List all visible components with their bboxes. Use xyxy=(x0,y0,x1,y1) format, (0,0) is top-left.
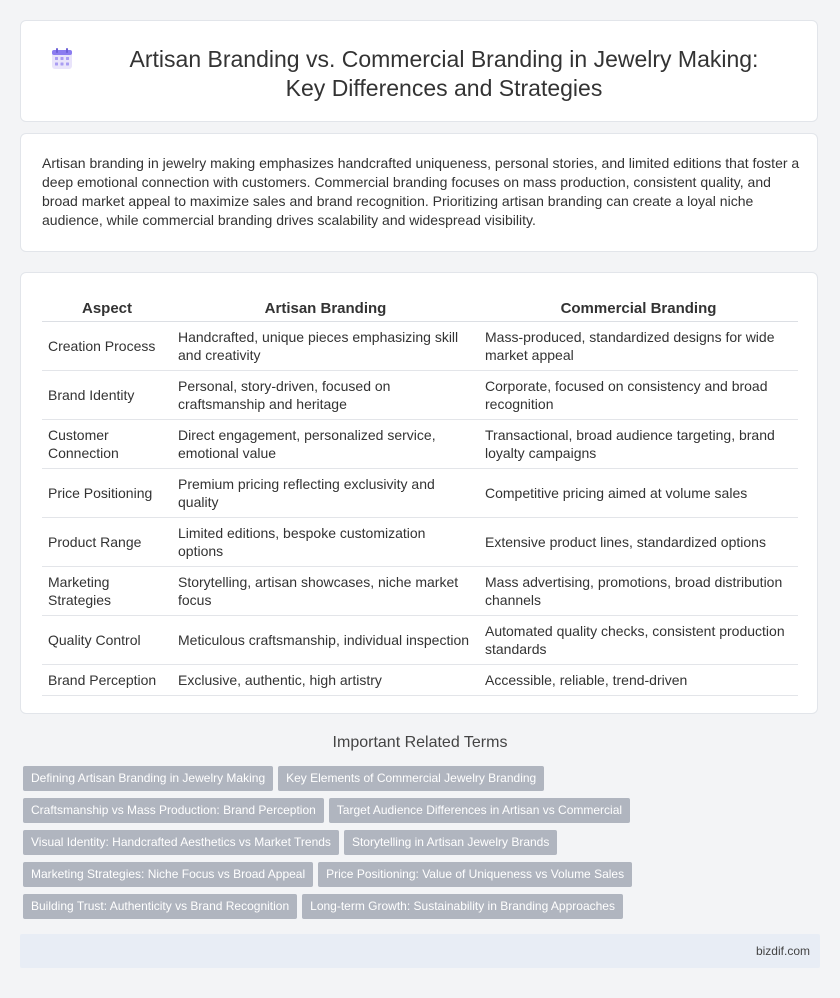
commercial-cell: Extensive product lines, standardized options xyxy=(479,518,798,567)
commercial-cell: Corporate, focused on consistency and broad recognition xyxy=(479,371,798,420)
commercial-cell: Transactional, broad audience targeting, brand loyalty campaigns xyxy=(479,420,798,469)
table-row xyxy=(42,665,798,696)
commercial-cell: Mass-produced, standardized designs for wide market appeal xyxy=(479,322,798,371)
table-row xyxy=(42,371,798,420)
table-row xyxy=(42,469,798,518)
intro-card xyxy=(20,133,818,252)
commercial-cell: Automated quality checks, consistent production standards xyxy=(479,616,798,665)
header-artisan: Artisan Branding xyxy=(172,296,479,322)
related-term-tag[interactable]: Long-term Growth: Sustainability in Branding Approaches xyxy=(302,894,623,919)
page-title: Artisan Branding vs. Commercial Branding in Jewelry Making: Key Differences and Strategies xyxy=(129,46,759,101)
aspect-cell: Brand Identity xyxy=(42,371,172,420)
related-term-tag[interactable]: Storytelling in Artisan Jewelry Brands xyxy=(344,830,557,855)
related-term-tag[interactable]: Key Elements of Commercial Jewelry Branding xyxy=(278,766,544,791)
table-row xyxy=(42,616,798,665)
related-terms-list xyxy=(23,766,643,926)
artisan-cell: Storytelling, artisan showcases, niche market focus xyxy=(172,567,479,616)
commercial-cell: Mass advertising, promotions, broad distribution channels xyxy=(479,567,798,616)
related-term-tag[interactable]: Price Positioning: Value of Uniqueness vs Volume Sales xyxy=(318,862,632,887)
aspect-cell: Marketing Strategies xyxy=(42,567,172,616)
comparison-table xyxy=(42,296,798,696)
artisan-cell: Handcrafted, unique pieces emphasizing skill and creativity xyxy=(172,322,479,371)
related-term-tag[interactable]: Craftsmanship vs Mass Production: Brand Perception xyxy=(23,798,324,823)
footer-site-link[interactable]: bizdif.com xyxy=(755,944,810,958)
related-term-tag[interactable]: Marketing Strategies: Niche Focus vs Broad Appeal xyxy=(23,862,313,887)
aspect-cell: Product Range xyxy=(42,518,172,567)
aspect-cell: Brand Perception xyxy=(42,665,172,696)
table-row xyxy=(42,322,798,371)
aspect-cell: Creation Process xyxy=(42,322,172,371)
table-row xyxy=(42,518,798,567)
intro-paragraph: Artisan branding in jewelry making emphasizes handcrafted uniqueness, personal stories, and limited editions that foster a deep emotional connection with customers. Commercial branding focuses on mass production, consistent quality, and broad market appeal to maximize sales and brand recognition. Prioritizing artisan branding can create a loyal niche audience, while commercial branding drives scalability and widespread visibility. xyxy=(42,155,800,228)
aspect-cell: Customer Connection xyxy=(42,420,172,469)
footer xyxy=(20,934,820,968)
related-term-tag[interactable]: Target Audience Differences in Artisan vs Commercial xyxy=(329,798,630,823)
related-term-tag[interactable]: Building Trust: Authenticity vs Brand Recognition xyxy=(23,894,297,919)
artisan-cell: Personal, story-driven, focused on craftsmanship and heritage xyxy=(172,371,479,420)
commercial-cell: Competitive pricing aimed at volume sales xyxy=(479,469,798,518)
artisan-cell: Meticulous craftsmanship, individual inspection xyxy=(172,616,479,665)
artisan-cell: Exclusive, authentic, high artistry xyxy=(172,665,479,696)
header-commercial: Commercial Branding xyxy=(479,296,798,322)
aspect-cell: Quality Control xyxy=(42,616,172,665)
commercial-cell: Accessible, reliable, trend-driven xyxy=(479,665,798,696)
artisan-cell: Direct engagement, personalized service, emotional value xyxy=(172,420,479,469)
table-row xyxy=(42,420,798,469)
comparison-card xyxy=(20,272,818,714)
artisan-cell: Limited editions, bespoke customization options xyxy=(172,518,479,567)
artisan-cell: Premium pricing reflecting exclusivity and quality xyxy=(172,469,479,518)
related-term-tag[interactable]: Defining Artisan Branding in Jewelry Making xyxy=(23,766,273,791)
table-row xyxy=(42,567,798,616)
table-header-row xyxy=(42,296,798,322)
header-aspect: Aspect xyxy=(42,296,172,322)
aspect-cell: Price Positioning xyxy=(42,469,172,518)
related-terms-heading: Important Related Terms xyxy=(332,734,508,751)
title-card xyxy=(20,20,818,122)
related-term-tag[interactable]: Visual Identity: Handcrafted Aesthetics vs Market Trends xyxy=(23,830,339,855)
